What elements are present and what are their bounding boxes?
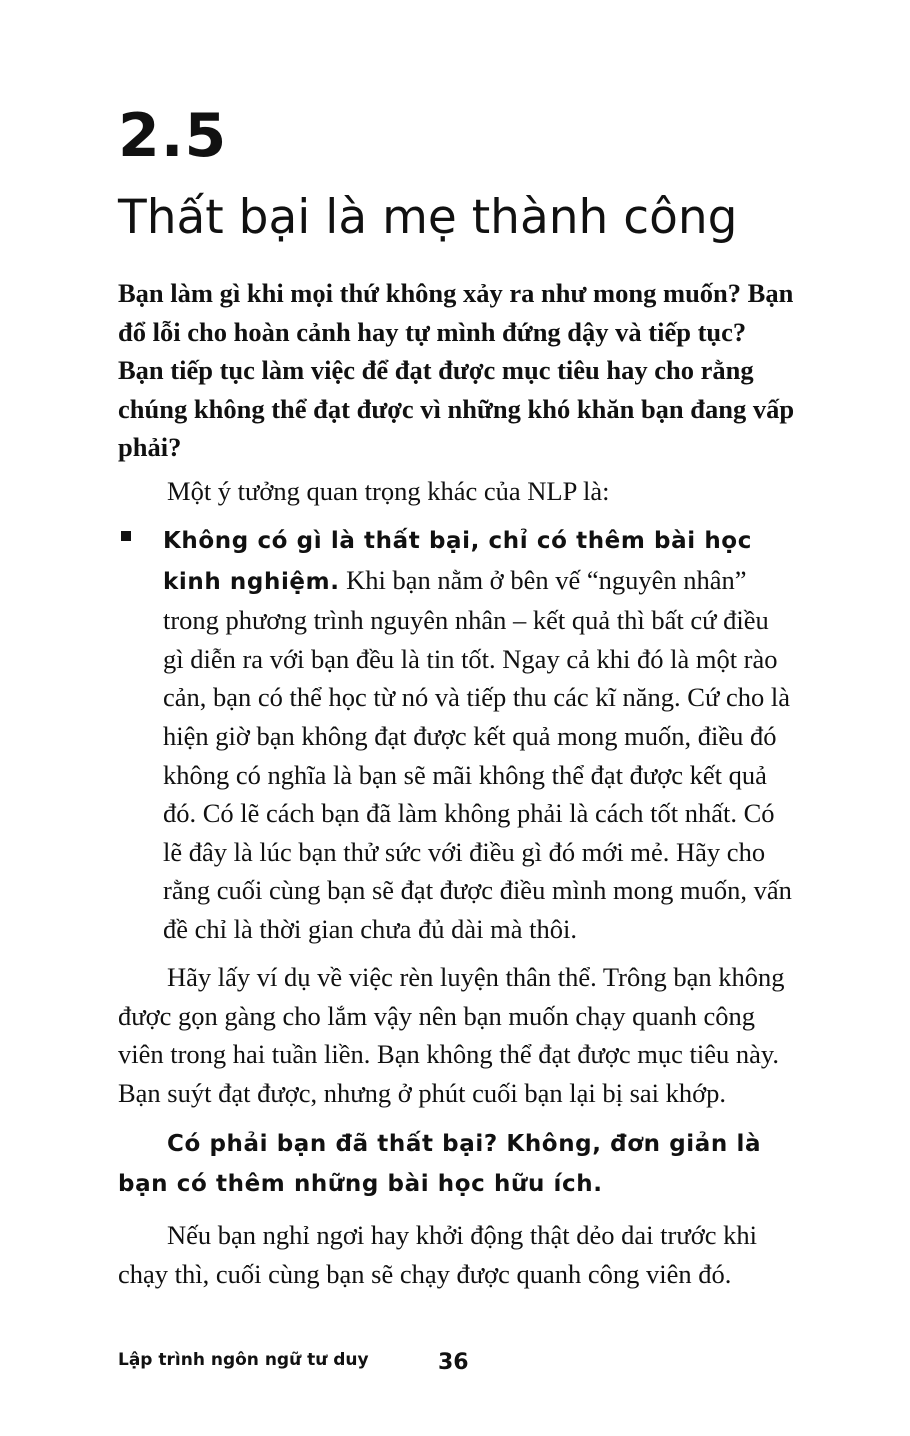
closing-paragraph: Nếu bạn nghỉ ngơi hay khởi động thật dẻo dai trước khi chạy thì, cuối cùng bạn sẽ chạy được quanh công viên đó. <box>118 1220 757 1289</box>
intro-paragraph: Bạn làm gì khi mọi thứ không xảy ra như mong muốn? Bạn đổ lỗi cho hoàn cảnh hay tự mình đứng dậy và tiếp tục? Bạn tiếp tục làm việc để đạt được mục tiêu hay cho rằng chúng không thể đạt được vì những khó khăn bạn đang vấp phải? <box>118 278 795 463</box>
page-number: 36 <box>438 1350 469 1375</box>
lead-paragraph: Một ý tưởng quan trọng khác của NLP là: <box>167 476 610 506</box>
bullet-heading: Không có gì là thất bại, chỉ có thêm bài học kinh nghiệm. <box>163 528 752 595</box>
section-title: Thất bại là mẹ thành công <box>118 190 738 245</box>
section-number: 2.5 <box>118 101 228 171</box>
bullet-square-icon <box>121 531 131 541</box>
example-paragraph: Hãy lấy ví dụ về việc rèn luyện thân thể. Trông bạn không được gọn gàng cho lắm vậy nên bạn muốn chạy quanh công viên trong hai tuần liền. Bạn không thể đạt được mục tiêu này. Bạn suýt đạt được, nhưng ở phút cuối bạn lại bị sai khớp. <box>118 962 785 1108</box>
bullet-paragraph <box>163 520 795 949</box>
footer-book-title: Lập trình ngôn ngữ tư duy <box>118 1350 369 1370</box>
bullet-body: Khi bạn nằm ở bên vế “nguyên nhân” trong phương trình nguyên nhân – kết quả thì bất cứ điều gì diễn ra với bạn đều là tin tốt. Ngay cả khi đó là một rào cản, bạn có thể học từ nó và tiếp thu các kĩ năng. Cứ cho là hiện giờ bạn không đạt được kết quả mong muốn, điều đó không có nghĩa là bạn sẽ mãi không thể đạt được kết quả đó. Có lẽ cách bạn đã làm không phải là cách tốt nhất. Có lẽ đây là lúc bạn thử sức với điều gì đó mới mẻ. Hãy cho rằng cuối cùng bạn sẽ đạt được điều mình mong muốn, vấn đề chỉ là thời gian chưa đủ dài mà thôi. <box>163 564 792 944</box>
callout-paragraph: Có phải bạn đã thất bại? Không, đơn giản là bạn có thêm những bài học hữu ích. <box>118 1131 762 1197</box>
